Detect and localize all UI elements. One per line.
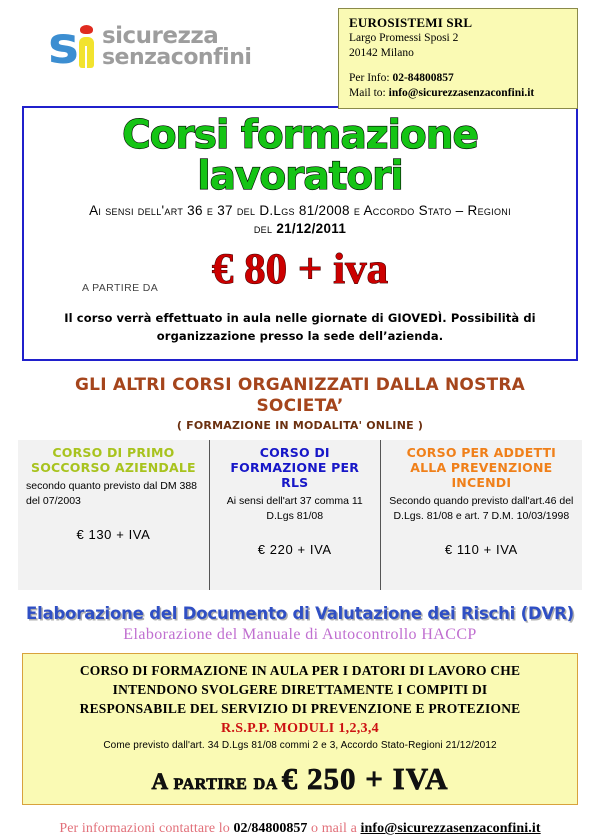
course-title: CORSO DI PRIMO SOCCORSO AZIENDALE bbox=[31, 445, 196, 476]
law-reference bbox=[42, 202, 558, 238]
law-date-value: 21/12/2011 bbox=[276, 221, 347, 237]
course-schedule-note-line1: Il corso verrà effettuato in aula nelle giornate di GIOVEDÌ. Possibilità di bbox=[64, 311, 536, 326]
main-offer-box bbox=[22, 106, 578, 361]
company-address-line1: Largo Promessi Sposi 2 bbox=[349, 32, 459, 45]
course-title: CORSO DI FORMAZIONE PER RLS bbox=[230, 445, 360, 490]
rspp-heading bbox=[31, 662, 569, 718]
company-name: EUROSISTEMI SRL bbox=[349, 15, 473, 30]
other-courses-heading-line2: SOCIETA’ bbox=[256, 396, 344, 417]
footer-text-middle: o mail a bbox=[307, 821, 361, 837]
rspp-heading-line1: CORSO DI FORMAZIONE IN AULA PER I DATORI DI LAVORO CHE bbox=[79, 663, 521, 679]
footer-phone: 02/84800857 bbox=[233, 821, 308, 837]
course-price: € 130 + IVA bbox=[76, 527, 151, 543]
logo-letter-s: s bbox=[48, 15, 77, 76]
other-courses-heading-line1: GLI ALTRI CORSI ORGANIZZATI DALLA NOSTRA bbox=[75, 374, 525, 395]
course-column-prevenzione-incendi bbox=[380, 440, 582, 590]
logo-mark-icon bbox=[48, 15, 94, 76]
course-schedule-note-line2: organizzazione presso la sede dell’azienda. bbox=[156, 328, 444, 343]
contact-phone-value: 02-84800857 bbox=[392, 71, 454, 84]
course-column-rls bbox=[209, 440, 380, 590]
law-reference-line1: Ai sensi dell'art 36 e 37 del D.Lgs 81/2008 e Accordo Stato – Regioni bbox=[89, 202, 511, 218]
course-schedule-note bbox=[56, 310, 544, 345]
rspp-heading-line2: INTENDONO SVOLGERE DIRETTAMENTE I COMPITI DI bbox=[112, 681, 488, 697]
contact-info-box bbox=[338, 8, 578, 109]
rspp-price-prefix: A partire da bbox=[151, 769, 278, 795]
course-description: Ai sensi dell'art 37 comma 11 D.Lgs 81/08 bbox=[226, 494, 363, 522]
logo-wordmark-line1: sicurezza bbox=[101, 23, 219, 49]
footer-contact-line bbox=[0, 821, 600, 837]
rspp-price-row bbox=[31, 761, 569, 797]
footer-text-start: Per informazioni contattare lo bbox=[59, 821, 234, 837]
contact-phone-label: Per Info: bbox=[349, 71, 390, 84]
courses-table bbox=[18, 440, 582, 590]
company-logo bbox=[18, 8, 338, 76]
spacer bbox=[349, 62, 569, 71]
logo-head-shape bbox=[80, 25, 93, 34]
other-courses-heading bbox=[40, 375, 560, 418]
rspp-heading-line3: RESPONSABILE DEL SERVIZIO DI PREVENZIONE E PROTEZIONE bbox=[79, 700, 521, 716]
haccp-service-line: Elaborazione del Manuale di Autocontrollo HACCP bbox=[123, 626, 477, 644]
company-address-line2: 20142 Milano bbox=[349, 47, 414, 60]
course-column-primo-soccorso bbox=[18, 440, 209, 590]
rspp-price-value: € 250 + IVA bbox=[281, 761, 449, 797]
contact-mail-label: Mail to: bbox=[349, 86, 386, 99]
contact-mail-value[interactable]: info@sicurezzasenzaconfini.it bbox=[388, 86, 535, 99]
main-price-row bbox=[34, 244, 566, 302]
logo-legs-shape bbox=[85, 46, 87, 68]
dvr-service-line: Elaborazione del Documento di Valutazione dei Rischi (DVR) bbox=[26, 604, 574, 624]
page-title: Corsi formazione lavoratori bbox=[122, 113, 478, 199]
course-title: CORSO PER ADDETTI ALLA PREVENZIONE INCENDI bbox=[406, 445, 557, 490]
price-from-label: A PARTIRE DA bbox=[82, 282, 159, 295]
page-header bbox=[0, 0, 600, 100]
other-courses-subheading: ( FORMAZIONE IN MODALITA' ONLINE ) bbox=[176, 419, 424, 433]
course-description: Secondo quando previsto dall'art.46 del D.Lgs. 81/08 e art. 7 D.M. 10/03/1998 bbox=[389, 494, 574, 522]
footer-email-link[interactable]: info@sicurezzasenzaconfini.it bbox=[360, 821, 541, 837]
rspp-law-note: Come previsto dall'art. 34 D.Lgs 81/08 commi 2 e 3, Accordo Stato-Regioni 21/12/2012 bbox=[103, 740, 497, 752]
logo-person-icon bbox=[79, 24, 94, 68]
course-description: secondo quanto previsto dal DM 388 del 07/2003 bbox=[26, 479, 198, 508]
law-reference-line2 bbox=[42, 220, 558, 238]
logo-wordmark bbox=[102, 22, 251, 69]
rspp-offer-box bbox=[22, 653, 578, 805]
course-price: € 220 + IVA bbox=[257, 542, 332, 557]
contact-mail-row bbox=[349, 86, 569, 101]
course-price: € 110 + IVA bbox=[444, 542, 518, 557]
logo-wordmark-line2: senzaconfini bbox=[101, 44, 252, 70]
main-price-value: € 80 + iva bbox=[211, 246, 389, 294]
law-date-prefix: del bbox=[253, 221, 277, 237]
contact-phone-row bbox=[349, 71, 569, 86]
rspp-moduli-label: R.S.P.P. MODULI 1,2,3,4 bbox=[221, 721, 379, 737]
